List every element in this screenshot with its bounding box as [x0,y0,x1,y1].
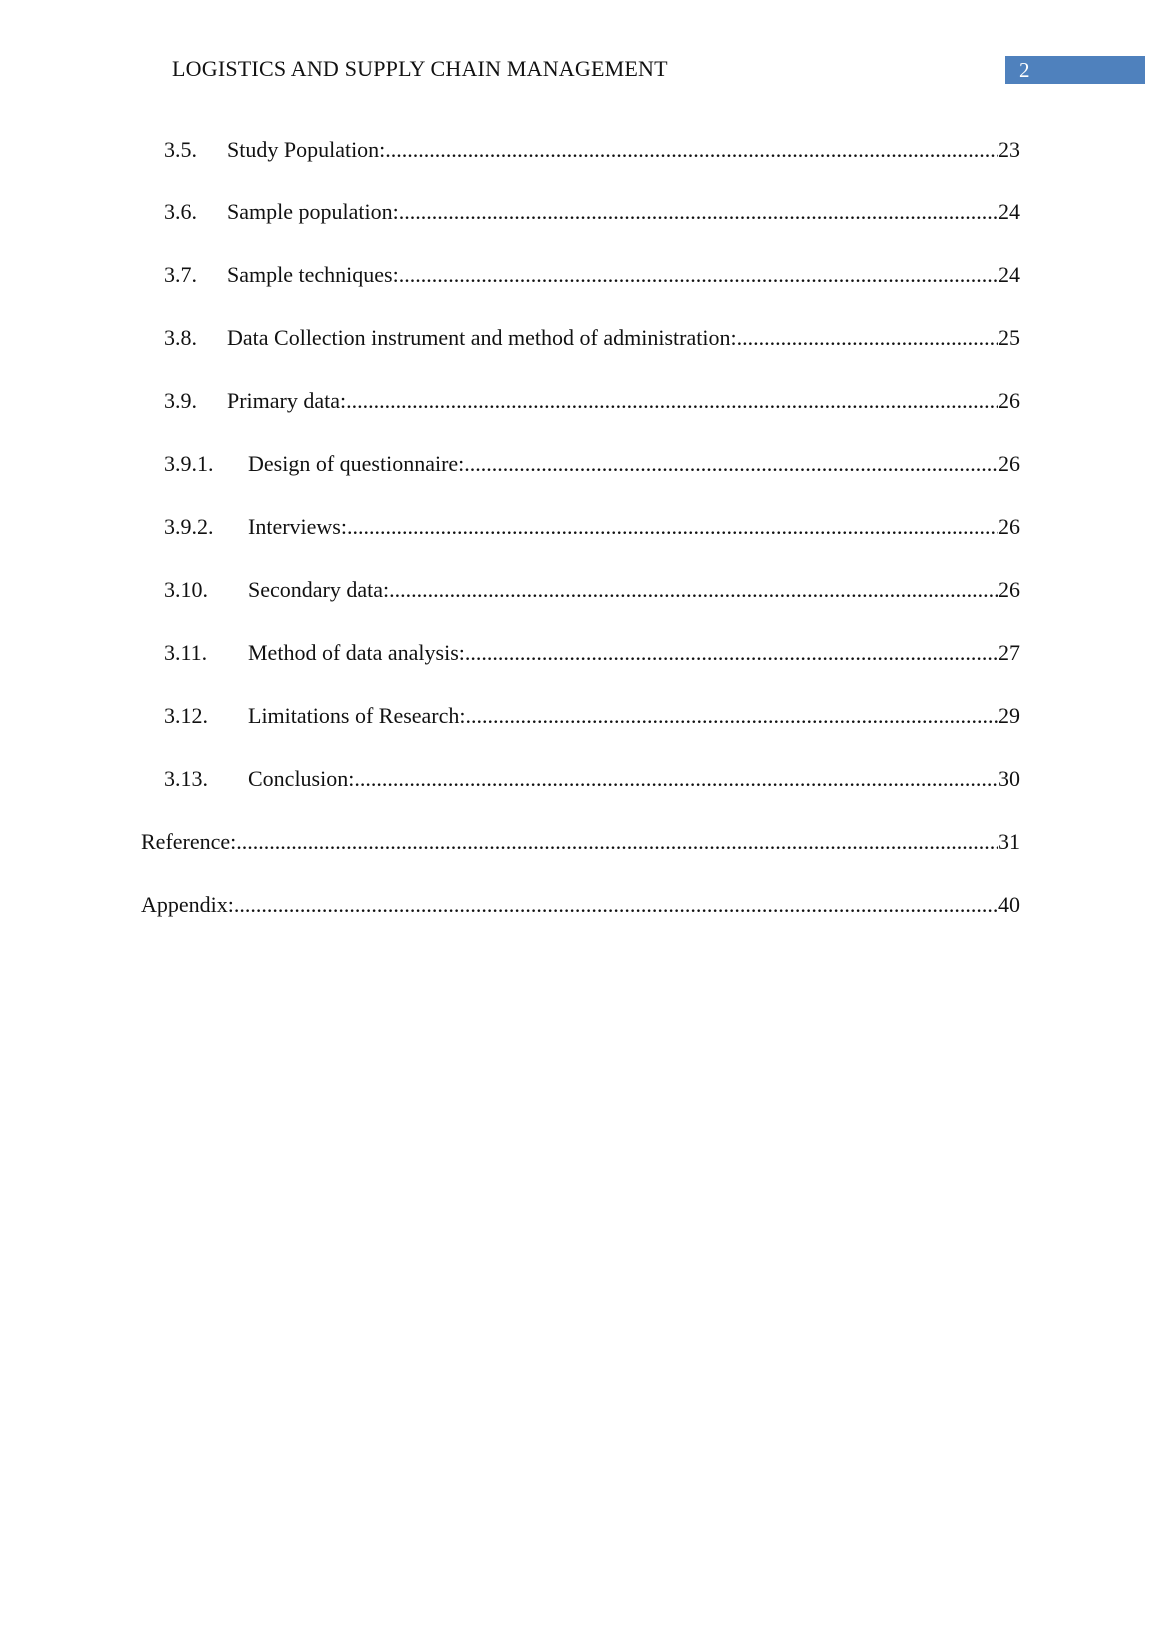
dot-leader [347,513,998,541]
toc-entry-number: 3.11. [164,640,208,665]
toc-entry-page: 31 [998,829,1020,854]
page-number-badge: 2 [1005,56,1145,84]
toc-entry-conclusion[interactable] [164,765,1020,793]
toc-entry-title: Interviews: [248,514,347,539]
toc-entry-title: Design of questionnaire: [248,451,465,476]
toc-entry-number: 3.6. [164,199,197,224]
toc-entry-sample-population[interactable] [164,198,1020,226]
toc-entry-data-collection[interactable] [164,324,1020,352]
toc-entry-number: 3.10. [164,577,208,602]
toc-entry-title: Study Population: [227,137,386,162]
toc-entry-page: 40 [998,892,1020,917]
dot-leader [354,765,998,793]
toc-entry-title: Appendix: [141,892,234,917]
toc-entry-reference[interactable] [141,828,1020,856]
dot-leader [346,387,998,415]
toc-entry-page: 29 [998,703,1020,728]
toc-entry-number: 3.9.1. [164,451,214,476]
toc-entry-title: Secondary data: [248,577,390,602]
dot-leader [236,828,998,856]
dot-leader [466,702,999,730]
toc-entry-page: 26 [998,514,1020,539]
toc-entry-number: 3.9.2. [164,514,214,539]
dot-leader [389,576,998,604]
dot-leader [385,136,998,164]
toc-entry-appendix[interactable] [141,891,1020,919]
toc-entry-number: 3.13. [164,766,208,791]
toc-entry-page: 24 [998,199,1020,224]
toc-entry-title: Primary data: [227,388,347,413]
toc-entry-page: 30 [998,766,1020,791]
toc-entry-title: Conclusion: [248,766,355,791]
toc-entry-title: Sample techniques: [227,262,399,287]
toc-entry-title: Data Collection instrument and method of administration: [227,325,737,350]
dot-leader [399,198,998,226]
toc-entry-design-of-questionnaire[interactable] [164,450,1020,478]
toc-entry-page: 24 [998,262,1020,287]
toc-entry-method-of-data-analysis[interactable] [164,639,1020,667]
toc-entry-number: 3.12. [164,703,208,728]
toc-entry-title: Sample population: [227,199,399,224]
dot-leader [737,324,998,352]
toc-entry-number: 3.9. [164,388,197,413]
toc-entry-page: 23 [998,137,1020,162]
toc-entry-page: 26 [998,451,1020,476]
toc-entry-interviews[interactable] [164,513,1020,541]
toc-entry-number: 3.8. [164,325,197,350]
running-head: LOGISTICS AND SUPPLY CHAIN MANAGEMENT [172,56,668,81]
dot-leader [399,261,998,289]
dot-leader [234,891,998,919]
toc-entry-page: 25 [998,325,1020,350]
toc-entry-page: 26 [998,388,1020,413]
toc-entry-number: 3.7. [164,262,197,287]
toc-entry-primary-data[interactable] [164,387,1020,415]
toc-entry-page: 26 [998,577,1020,602]
toc-entry-title: Limitations of Research: [248,703,466,728]
toc-entry-title: Reference: [141,829,237,854]
toc-entry-limitations-of-research[interactable] [164,702,1020,730]
toc-entry-title: Method of data analysis: [248,640,465,665]
toc-entry-sample-techniques[interactable] [164,261,1020,289]
toc-entry-number: 3.5. [164,137,197,162]
toc-entry-page: 27 [998,640,1020,665]
toc-entry-secondary-data[interactable] [164,576,1020,604]
dot-leader [465,639,998,667]
dot-leader [464,450,998,478]
toc-entry-study-population[interactable] [164,136,1020,164]
